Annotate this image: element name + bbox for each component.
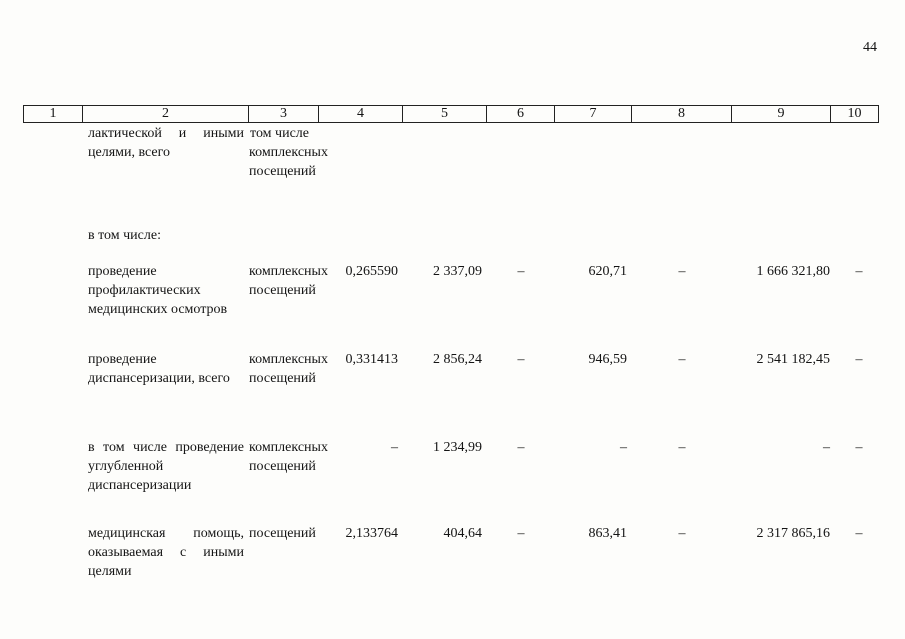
cell-col4: 0,331413 bbox=[345, 352, 398, 367]
cell-col9: 1 666 321,80 bbox=[756, 264, 830, 279]
row-unit: комплексных посещений bbox=[249, 440, 328, 474]
column-number: 7 bbox=[555, 106, 632, 123]
cell-col9: – bbox=[823, 440, 830, 455]
cell-col5: 1 234,99 bbox=[433, 440, 482, 455]
cell-col10: – bbox=[855, 526, 863, 541]
row-unit: том числе комплексных посещений bbox=[249, 126, 328, 179]
cell-col9: 2 541 182,45 bbox=[756, 352, 830, 367]
column-number: 10 bbox=[831, 106, 879, 123]
row-description: проведение диспансеризации, всего bbox=[88, 352, 230, 386]
cell-col4: – bbox=[391, 440, 398, 455]
cell-col6: – bbox=[517, 352, 525, 367]
cell-col5: 2 856,24 bbox=[433, 352, 482, 367]
column-number: 3 bbox=[249, 106, 319, 123]
cell-col4: 2,133764 bbox=[345, 526, 398, 541]
row-unit: комплексных посещений bbox=[249, 352, 328, 386]
column-number: 4 bbox=[319, 106, 403, 123]
cell-col10: – bbox=[855, 264, 863, 279]
row-description: лактической и иными целями, всего bbox=[88, 126, 244, 160]
row-unit: комплексных посещений bbox=[249, 264, 328, 298]
row-description: в том числе проведение углубленной диспансеризации bbox=[88, 440, 244, 493]
cell-col6: – bbox=[517, 440, 525, 455]
cell-col9: 2 317 865,16 bbox=[756, 526, 830, 541]
cell-col8: – bbox=[678, 440, 686, 455]
cell-col4: 0,265590 bbox=[345, 264, 398, 279]
row-description: медицинская помощь, оказываемая с иными целями bbox=[88, 526, 244, 579]
cell-col10: – bbox=[855, 440, 863, 455]
column-number: 2 bbox=[83, 106, 249, 123]
page-number: 44 bbox=[863, 40, 877, 55]
cell-col5: 404,64 bbox=[443, 526, 482, 541]
row-description: в том числе: bbox=[88, 228, 161, 243]
column-number: 9 bbox=[732, 106, 831, 123]
column-number-header bbox=[23, 105, 879, 123]
cell-col8: – bbox=[678, 526, 686, 541]
cell-col7: 863,41 bbox=[588, 526, 627, 541]
cell-col7: – bbox=[620, 440, 627, 455]
cell-col6: – bbox=[517, 264, 525, 279]
cell-col8: – bbox=[678, 264, 686, 279]
column-number: 5 bbox=[403, 106, 487, 123]
row-description: проведение профилактических медицинских осмотров bbox=[88, 264, 228, 317]
cell-col7: 946,59 bbox=[588, 352, 627, 367]
cell-col6: – bbox=[517, 526, 525, 541]
cell-col5: 2 337,09 bbox=[433, 264, 482, 279]
cell-col8: – bbox=[678, 352, 686, 367]
column-number: 1 bbox=[24, 106, 83, 123]
column-number: 6 bbox=[487, 106, 555, 123]
cell-col10: – bbox=[855, 352, 863, 367]
cell-col7: 620,71 bbox=[588, 264, 627, 279]
column-number: 8 bbox=[632, 106, 732, 123]
row-unit: посещений bbox=[249, 526, 316, 541]
